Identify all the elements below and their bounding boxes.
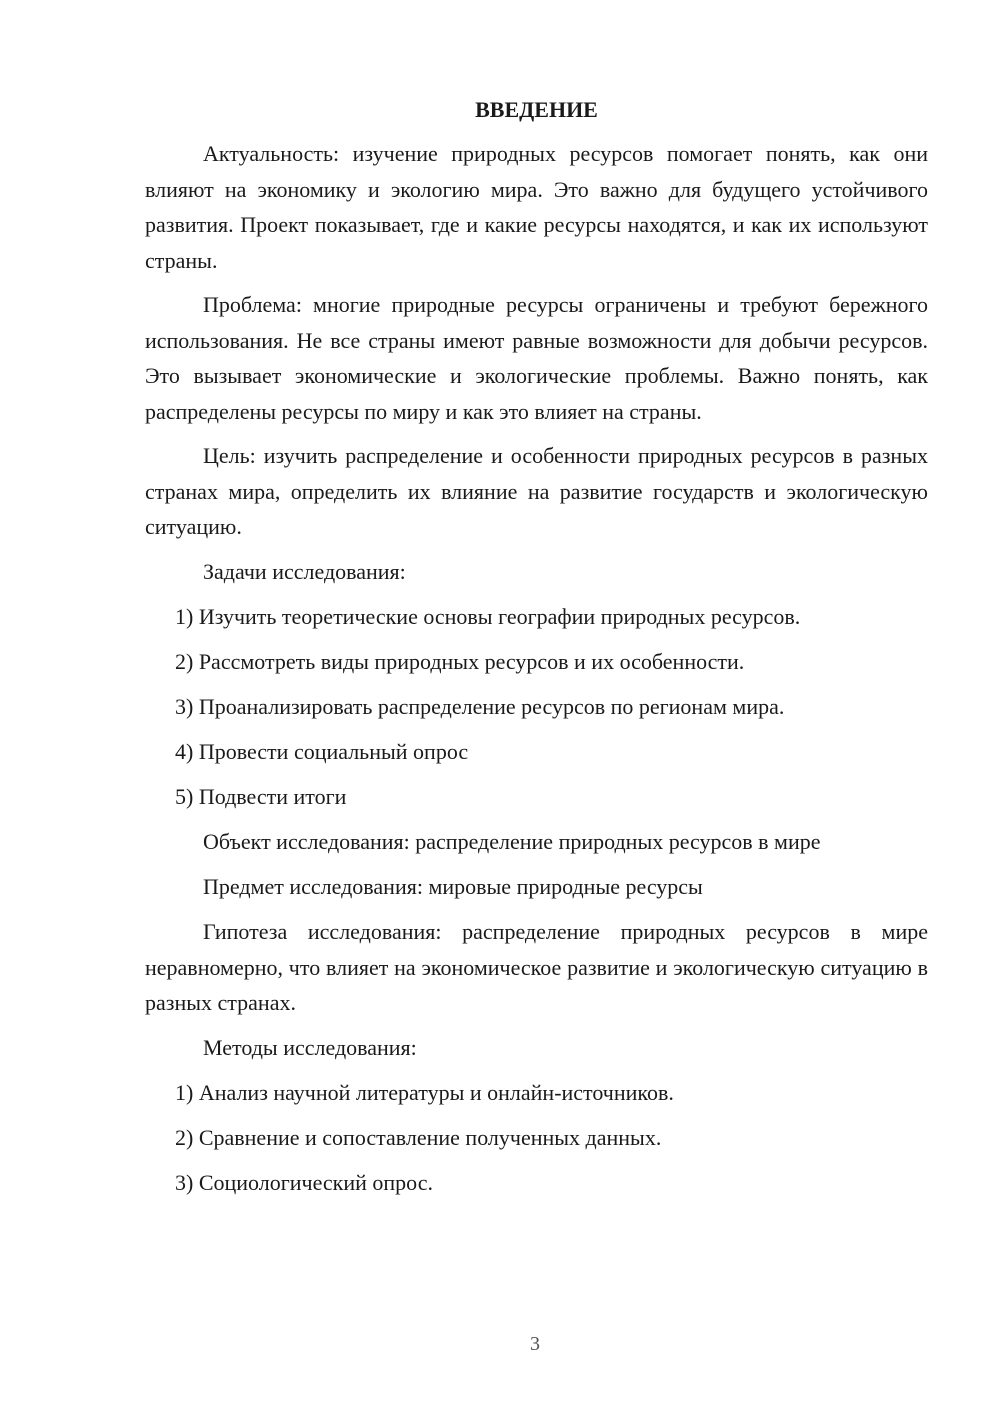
section-title: ВВЕДЕНИЕ: [475, 97, 598, 122]
research-subject: Предмет исследования: мировые природные ресурсы: [203, 874, 703, 900]
method-item: 3) Социологический опрос.: [175, 1170, 433, 1196]
task-item: 2) Рассмотреть виды природных ресурсов и их особенности.: [175, 648, 745, 674]
tasks-heading: Задачи исследования:: [203, 558, 406, 584]
paragraph-relevance: Актуальность: изучение природных ресурсов помогает понять, как они влияют на экономику и экологию мира. Это важно для будущего устойчивого развития. Проект показывает, где и какие ресурсы находятся, и как их используют страны.: [145, 141, 928, 273]
method-item: 1) Анализ научной литературы и онлайн-источников.: [175, 1079, 674, 1105]
task-item: 1) Изучить теоретические основы географии природных ресурсов.: [175, 603, 801, 629]
paragraph-goal: Цель: изучить распределение и особенности природных ресурсов в разных странах мира, определить их влияние на развитие государств и экологическую ситуацию.: [145, 443, 928, 539]
page-number: 3: [530, 1333, 540, 1355]
method-item: 2) Сравнение и сопоставление полученных данных.: [175, 1124, 662, 1150]
research-object: Объект исследования: распределение природных ресурсов в мире: [203, 829, 821, 855]
methods-heading: Методы исследования:: [203, 1034, 417, 1060]
task-item: 5) Подвести итоги: [175, 783, 347, 809]
paragraph-problem: Проблема: многие природные ресурсы ограничены и требуют бережного использования. Не все страны имеют равные возможности для добычи ресурсов. Это вызывает экономические и экологические проблемы. Важно понять, как распределены ресурсы по миру и как это влияет на страны.: [145, 292, 928, 424]
page-content: [145, 92, 928, 1210]
paragraph-hypothesis: Гипотеза исследования: распределение природных ресурсов в мире неравномерно, что влияет на экономическое развитие и экологическую ситуацию в разных странах.: [145, 919, 928, 1016]
task-item: 4) Провести социальный опрос: [175, 738, 469, 764]
task-item: 3) Проанализировать распределение ресурсов по регионам мира.: [175, 693, 785, 719]
